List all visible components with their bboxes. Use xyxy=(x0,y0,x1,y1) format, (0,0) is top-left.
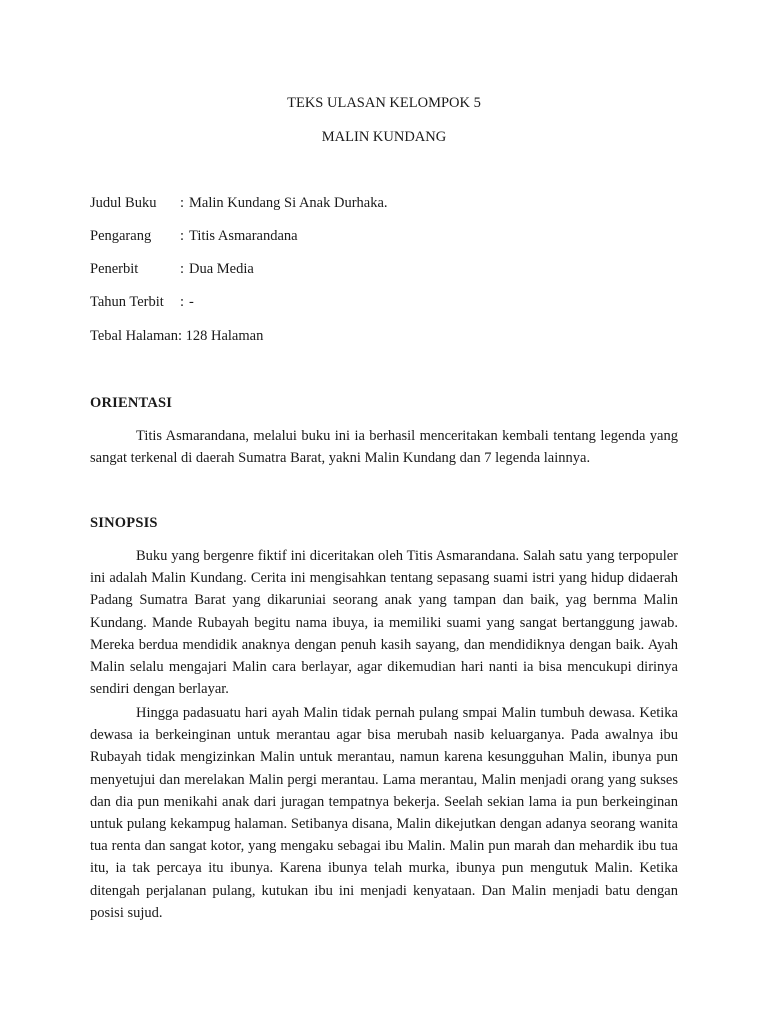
info-label: Penerbit xyxy=(90,261,139,277)
section-heading-sinopsis: SINOPSIS xyxy=(90,515,158,531)
info-separator: : xyxy=(180,195,185,211)
sinopsis-paragraph-2: Hingga padasuatu hari ayah Malin tidak pernah pulang smpai Malin tumbuh dewasa. Ketika dewasa ia berkeinginan untuk merantau agar bisa merubah nasib keluarganya. Pada awalnya ibu Rubayah tidak mengizinkan Malin untuk merantau, namun karena kesungguhan Malin, ibunya pun menyetujui dan merelakan Malin pergi merantau. Lama merantau, Malin menjadi orang yang sukses dan dia pun menikahi anak dari juragan tempatnya bekerja. Seelah sekian lama ia pun berkeinginan untuk pulang kekampug halaman. Setibanya disana, Malin dikejutkan dengan adanya seorang wanita tua renta dan sangat kotor, yang mengaku sebagai ibu Malin. Malin pun marah dan mehardik ibu tua itu, ia tak percaya itu ibunya. Karena ibunya telah murka, ibunya pun mengutuk Malin. Ketika ditengah perjalanan pulang, kutukan ibu ini menjadi kenyataan. Dan Malin menjadi batu dengan posisi sujud. xyxy=(90,705,678,921)
info-row-judul xyxy=(90,194,690,212)
info-row-tebal-halaman xyxy=(90,327,690,345)
document-title: TEKS ULASAN KELOMPOK 5 xyxy=(287,95,481,111)
info-row-tahun-terbit xyxy=(90,293,690,311)
info-value: Dua Media xyxy=(189,261,254,277)
info-value: Titis Asmarandana xyxy=(189,228,298,244)
section-heading-orientasi: ORIENTASI xyxy=(90,395,173,411)
orientasi-paragraph: Titis Asmarandana, melalui buku ini ia berhasil menceritakan kembali tentang legenda yang sangat terkenal di daerah Sumatra Barat, yakni Malin Kundang dan 7 legenda lainnya. xyxy=(90,428,678,467)
sinopsis-paragraph-1: Buku yang bergenre fiktif ini diceritakan oleh Titis Asmarandana. Salah satu yang terpopuler ini adalah Malin Kundang. Cerita ini mengisahkan tentang sepasang suami istri yang hidup didaerah Padang Sumatra Barat yang dikaruniai seorang anak yang tampan dan baik, yag bernma Malin Kundang. Mande Rubayah begitu nama ibuya, ia memiliki suami yang sangat bertanggung jawab. Mereka berdua mendidik anaknya dengan penuh kasih sayang, dan mendidiknya dengan baik. Ayah Malin selalu mengajari Malin cara berlayar, agar dikemudian hari nanti ia bisa mencukupi dirinya sendiri dengan berlayar. xyxy=(90,548,678,698)
info-row-penerbit xyxy=(90,260,690,278)
info-label: Tahun Terbit xyxy=(90,294,164,310)
info-row-pengarang xyxy=(90,227,690,245)
info-value: Malin Kundang Si Anak Durhaka. xyxy=(189,195,388,211)
info-separator: : xyxy=(180,294,185,310)
info-label: Judul Buku xyxy=(90,195,157,211)
page-count-line: Tebal Halaman: 128 Halaman xyxy=(90,328,264,344)
info-separator: : xyxy=(180,228,185,244)
info-value: - xyxy=(189,294,194,310)
info-label: Pengarang xyxy=(90,228,152,244)
info-separator: : xyxy=(180,261,185,277)
story-title: MALIN KUNDANG xyxy=(321,129,447,145)
